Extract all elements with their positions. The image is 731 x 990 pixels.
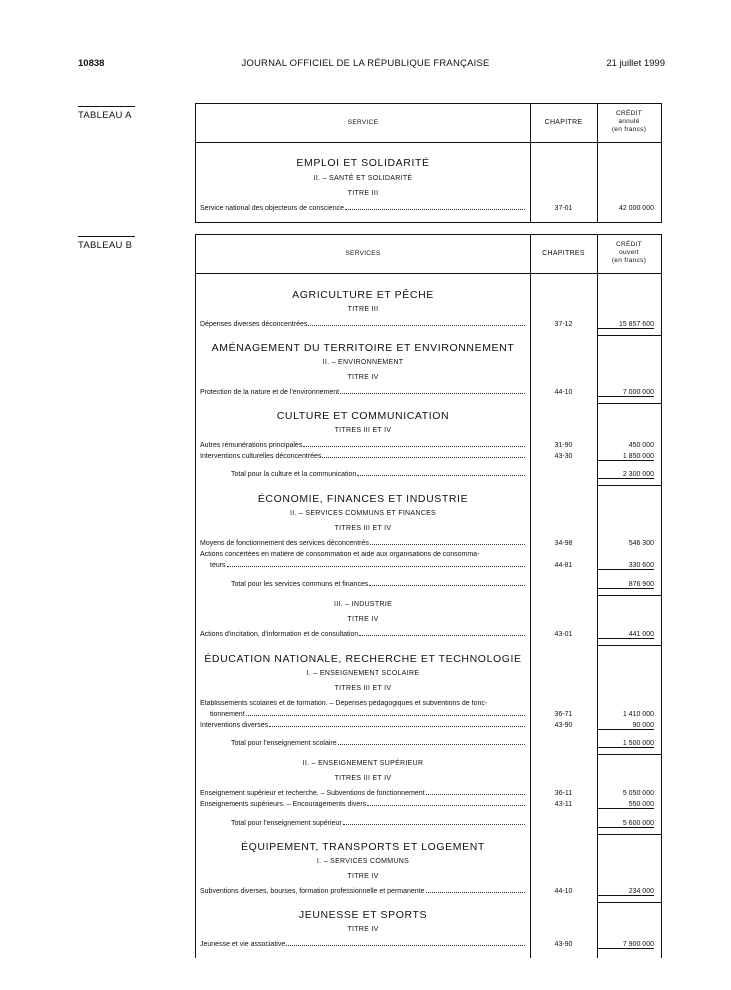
- column-header-chapitre: CHAPITRE: [544, 119, 583, 126]
- section-heading: III. – INDUSTRIE: [333, 601, 393, 608]
- ministry-heading: CULTURE ET COMMUNICATION: [276, 410, 450, 422]
- total-amount: 1 500 000: [597, 740, 654, 748]
- row-label: Protection de la nature et de l'environnement: [200, 389, 340, 396]
- section-divider: [597, 403, 661, 404]
- section-divider: [597, 902, 661, 903]
- publication-date: 21 juillet 1999: [606, 58, 665, 69]
- row-chapitre: 37-12: [554, 321, 573, 328]
- total-row: [231, 740, 526, 747]
- row-chapitre: 31-90: [554, 442, 573, 449]
- column-divider: [530, 235, 531, 958]
- row-label: Service national des objecteurs de conscience: [200, 205, 344, 212]
- column-header-service: SERVICE: [347, 119, 379, 126]
- ministry-heading: JEUNESSE ET SPORTS: [298, 909, 428, 921]
- row-amount: 42 000 000: [618, 205, 654, 212]
- ministry-heading: ÉDUCATION NATIONALE, RECHERCHE ET TECHNOLOGIE: [204, 653, 522, 665]
- row-label: Moyens de fonctionnement des services déconcentrés: [200, 540, 369, 547]
- row-label-line2: teurs: [210, 562, 226, 569]
- section-heading: I. – SERVICES COMMUNS: [316, 858, 410, 865]
- section-divider: [597, 335, 661, 336]
- total-label: Total pour l'enseignement supérieur: [231, 820, 342, 827]
- row-amount: 7 000 000: [597, 389, 654, 397]
- journal-title: JOURNAL OFFICIEL DE LA RÉPUBLIQUE FRANÇAISE: [241, 58, 490, 69]
- row-amount: 1 410 000: [622, 711, 654, 718]
- row-label-line1: Etablissements scolaires et de formation. – Dépenses pédagogiques et subventions de fonc-: [200, 700, 488, 707]
- table-row: [200, 442, 526, 449]
- row-amount: 90 000: [597, 722, 654, 730]
- titre-heading: TITRE III: [347, 306, 379, 313]
- credit-unit: (en francs): [611, 126, 647, 133]
- total-label: Total pour la culture et la communication: [231, 471, 357, 478]
- table-row: [200, 321, 526, 328]
- row-chapitre: 44-10: [554, 389, 573, 396]
- row-amount: 450 000: [628, 442, 654, 449]
- credit-kind: ouvert: [619, 249, 639, 256]
- section-heading: II. – ENSEIGNEMENT SUPÉRIEUR: [302, 760, 424, 767]
- row-chapitre: 44-81: [554, 562, 573, 569]
- table-row: [200, 801, 526, 808]
- credit-unit: (en francs): [611, 257, 647, 264]
- credit-kind: annulé: [618, 118, 640, 125]
- row-chapitre: 43-90: [554, 722, 573, 729]
- row-chapitre: 43-11: [554, 801, 573, 808]
- table-row: [200, 722, 526, 729]
- section-divider: [597, 645, 661, 646]
- row-amount: 550 000: [597, 801, 654, 809]
- tableau-a-table: [195, 103, 662, 223]
- titre-heading: TITRES III ET IV: [334, 427, 392, 434]
- tableau-b-table: [195, 234, 662, 958]
- column-header-credit: [597, 110, 661, 134]
- table-row: [210, 562, 526, 569]
- total-row: [231, 820, 526, 827]
- total-row: [231, 471, 526, 478]
- row-amount: 1 850 000: [597, 453, 654, 461]
- row-amount: 441 000: [597, 631, 654, 639]
- row-amount: 546 300: [628, 540, 654, 547]
- titre-heading: TITRES III ET IV: [334, 525, 392, 532]
- row-label-line1: Actions concertées en matière de consommation et aide aux organisations de consomma-: [200, 551, 480, 558]
- row-label: Dépenses diverses déconcentrées: [200, 321, 308, 328]
- credit-label: CRÉDIT: [616, 110, 642, 117]
- column-divider: [597, 235, 598, 958]
- row-amount: 330 600: [597, 562, 654, 570]
- row-label: Interventions culturelles déconcentrées: [200, 453, 322, 460]
- table-row: [200, 540, 526, 547]
- total-amount: 876 900: [597, 581, 654, 589]
- section-divider: [597, 485, 661, 486]
- table-row: [200, 790, 526, 797]
- titre-heading: TITRE IV: [347, 926, 379, 933]
- titre-heading: TITRE IV: [347, 873, 379, 880]
- ministry-heading: AMÉNAGEMENT DU TERRITOIRE ET ENVIRONNEMENT: [211, 342, 515, 354]
- section-heading: I. – ENSEIGNEMENT SCOLAIRE: [306, 670, 420, 677]
- row-label: Actions d'incitation, d'information et de consultation: [200, 631, 359, 638]
- row-chapitre: 43-30: [554, 453, 573, 460]
- credit-label: CRÉDIT: [616, 241, 642, 248]
- row-chapitre: 44-10: [554, 888, 573, 895]
- total-amount: 5 600 000: [597, 820, 654, 828]
- titre-heading: TITRES III ET IV: [334, 685, 392, 692]
- row-amount: 5 050 000: [622, 790, 654, 797]
- row-amount: 15 857 600: [597, 321, 654, 329]
- table-row: [200, 389, 526, 396]
- ministry-heading: EMPLOI ET SOLIDARITÉ: [296, 157, 430, 169]
- section-divider: [597, 834, 661, 835]
- titre-heading: TITRE IV: [347, 616, 379, 623]
- table-row: [200, 941, 526, 948]
- column-header-services: SERVICES: [345, 250, 381, 257]
- row-label: Enseignements supérieurs. – Encouragements divers: [200, 801, 367, 808]
- section-heading: II. – SANTÉ ET SOLIDARITÉ: [313, 175, 413, 182]
- row-amount: 7 900 000: [597, 941, 654, 949]
- row-chapitre: 34-98: [554, 540, 573, 547]
- section-divider: [597, 754, 661, 755]
- section-divider: [597, 595, 661, 596]
- row-label: Jeunesse et vie associative: [200, 941, 286, 948]
- section-heading: II. – SERVICES COMMUNS ET FINANCES: [289, 510, 437, 517]
- total-label: Total pour l'enseignement scolaire: [231, 740, 337, 747]
- total-row: [231, 581, 526, 588]
- header-divider: [196, 142, 661, 143]
- table-row: [200, 205, 526, 212]
- column-header-chapitres: CHAPITRES: [542, 250, 585, 257]
- titre-heading: TITRES III ET IV: [334, 775, 392, 782]
- row-chapitre: 43-90: [554, 941, 573, 948]
- table-row: [200, 453, 526, 460]
- table-row: [200, 888, 526, 895]
- row-amount: 234 000: [597, 888, 654, 896]
- ministry-heading: AGRICULTURE ET PÊCHE: [292, 289, 434, 301]
- row-chapitre: 37-01: [554, 205, 573, 212]
- section-heading: II. – ENVIRONNEMENT: [322, 359, 404, 366]
- titre-heading: TITRE IV: [347, 374, 379, 381]
- ministry-heading: ÉQUIPEMENT, TRANSPORTS ET LOGEMENT: [241, 841, 485, 853]
- total-label: Total pour les services communs et finances: [231, 581, 369, 588]
- column-header-credit: [597, 241, 661, 265]
- tableau-b-label: TABLEAU B: [78, 236, 135, 251]
- row-label: Subventions diverses, bourses, formation professionnelle et permanente: [200, 888, 425, 895]
- row-label: Enseignement supérieur et recherche. – Subventions de fonctionnement: [200, 790, 425, 797]
- header-divider: [196, 273, 661, 274]
- row-label: Interventions diverses: [200, 722, 269, 729]
- page-number: 10838: [78, 58, 105, 69]
- row-chapitre: 36-71: [554, 711, 573, 718]
- titre-heading: TITRE III: [347, 190, 379, 197]
- total-amount: 2 300 000: [597, 471, 654, 479]
- table-row: [210, 711, 526, 718]
- table-row: [200, 631, 526, 638]
- row-label: Autres rémunérations principales: [200, 442, 303, 449]
- ministry-heading: ÉCONOMIE, FINANCES ET INDUSTRIE: [257, 493, 469, 505]
- row-chapitre: 36-11: [554, 790, 573, 797]
- row-chapitre: 43-01: [554, 631, 573, 638]
- row-label-line2: tionnement: [210, 711, 245, 718]
- tableau-a-label: TABLEAU A: [78, 106, 135, 121]
